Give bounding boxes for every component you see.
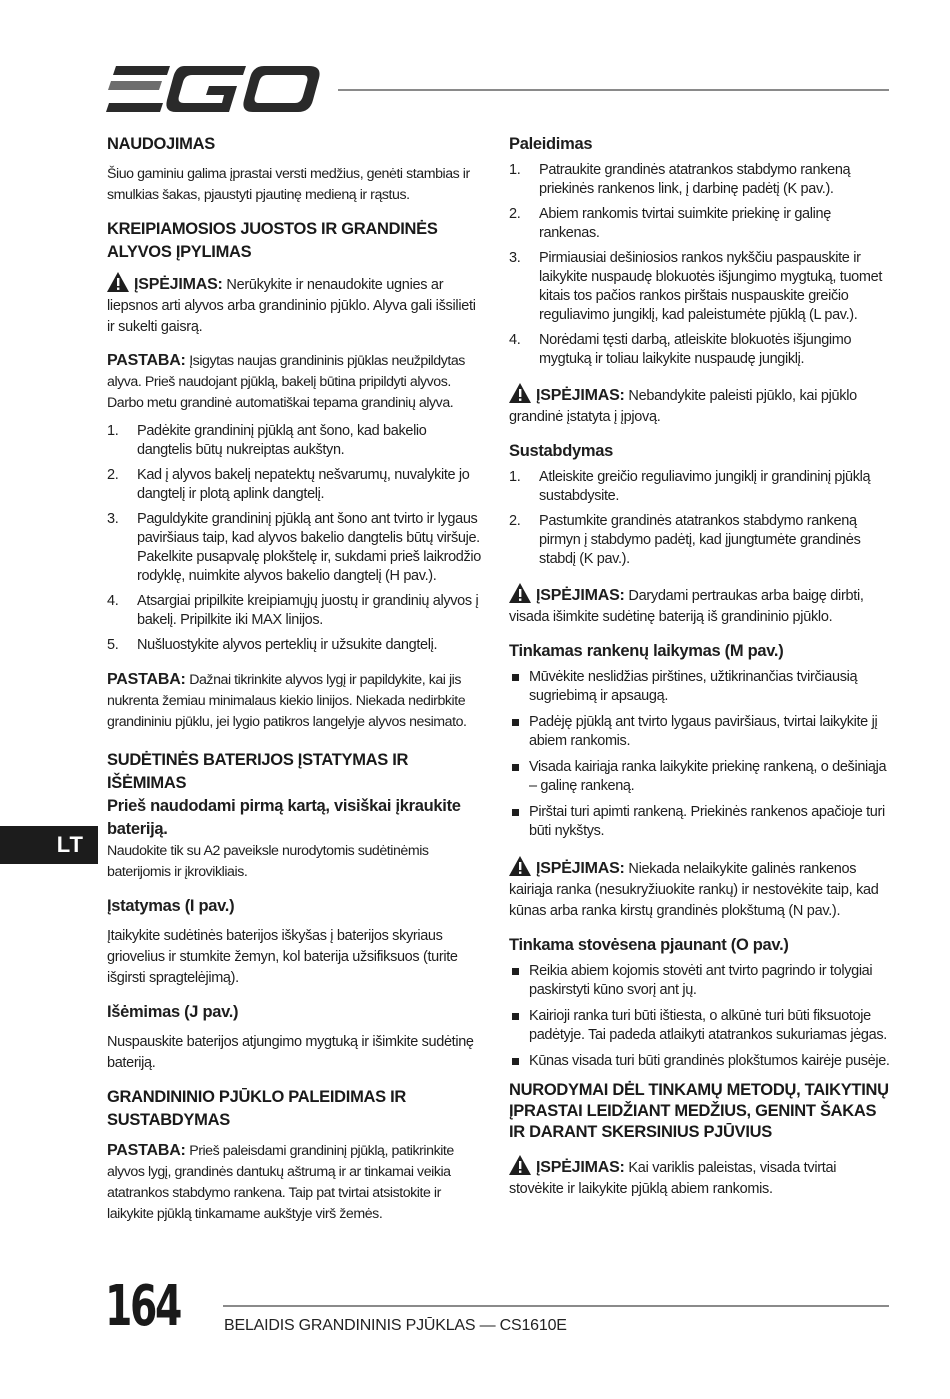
note-text: Prieš paleisdami grandininį pjūklą, patikrinkite alyvos lygį, grandinės dantukų aštrumą ir ar tinkamai veikia atatrankos stabdymo rankena. Taip pat tvirtai atsistokite ir laikykite pjūklą tinkamame aukštyje virš žemės. xyxy=(107,1143,454,1222)
note-text: Įsigytas naujas grandininis pjūklas neužpildytas alyva. Prieš naudojant pjūklą, bakelį būtina pripildyti alyvos. Darbo metu grandinė automatiškai tepama grandinių alyva. xyxy=(107,353,465,411)
note-label: PASTABA: xyxy=(107,352,186,369)
language-tab: LT xyxy=(0,826,98,864)
grip-bullets xyxy=(509,668,891,841)
left-column xyxy=(107,133,485,1225)
bullet-square-icon xyxy=(512,719,519,726)
note-label: PASTABA: xyxy=(107,1142,186,1159)
note-label: PASTABA: xyxy=(107,671,186,688)
step-number: 1. xyxy=(107,423,119,439)
step-number: 5. xyxy=(107,637,119,653)
list-item xyxy=(509,205,891,243)
list-item xyxy=(107,466,485,504)
stop-heading: Sustabdymas xyxy=(509,442,613,460)
warning-label: ĮSPĖJIMAS: xyxy=(536,387,625,404)
step-text: Pirmiausiai dešiniosios rankos nykščiu paspauskite ir laikykite nuspaudę blokuotės išjungimo mygtuką, tuomet kitais tos pačios rankos pirštais nuspauskite greičio reguliavimo jungiklį, kad paleistumėte pjūklą (L pav.). xyxy=(539,250,882,323)
start-stop-note xyxy=(107,1140,485,1225)
stop-steps xyxy=(509,468,891,569)
warning-text: Kai variklis paleistas, visada tvirtai stovėkite ir laikykite pjūklą abiem rankomis. xyxy=(509,1160,837,1197)
list-item xyxy=(107,510,485,586)
stop-warning xyxy=(509,583,891,628)
note-text: Dažnai tikrinkite alyvos lygį ir papildykite, kai jis nukrenta žemiau minimalaus kiekio linijos. Niekada nedirbkite grandininiu pjūklu, jei lygio patikros langelyje alyvos nesimato. xyxy=(107,672,467,730)
step-number: 2. xyxy=(509,513,521,529)
step-text: Padėkite grandininį pjūklą ant šono, kad bakelio dangtelis būtų nukreiptas aukštyn. xyxy=(137,423,427,458)
warning-icon xyxy=(509,383,531,403)
step-number: 3. xyxy=(107,511,119,527)
step-number: 1. xyxy=(509,162,521,178)
warning-text: Nerūkykite ir nenaudokite ugnies ar liepsnos arti alyvos arba grandininio pjūklo. Alyva gali išsilieti ir sukelti gaisrą. xyxy=(107,277,476,335)
list-item xyxy=(509,758,891,796)
step-number: 2. xyxy=(509,206,521,222)
step-text: Paguldykite grandininį pjūklą ant šono ant tvirto ir lygaus paviršiaus taip, kad alyvos bakelio dangtelis būtų viršuje. Pakelkite pusapvalę plokštelę ir, sukdami prieš laikrodžio rodyklę, nuimkite alyvos bakelio dangtelį (H pav.). xyxy=(137,511,481,584)
battery-subheading: Prieš naudodami pirmą kartą, visiškai įkraukite bateriją. xyxy=(107,797,461,838)
grip-warning xyxy=(509,856,891,922)
warning-label: ĮSPĖJIMAS: xyxy=(536,587,625,604)
warning-text: Darydami pertraukas arba baigę dirbti, visada išimkite sudėtinę bateriją iš grandininio pjūklo. xyxy=(509,588,864,625)
footer-title: BELAIDIS GRANDININIS PJŪKLAS — CS1610E xyxy=(224,1317,567,1334)
list-item xyxy=(509,962,891,1000)
list-item xyxy=(107,422,485,460)
bullet-text: Reikia abiem kojomis stovėti ant tvirto pagrindo ir tolygiai paskirstyti kūno svorį ant jų. xyxy=(529,963,873,998)
bullet-text: Padėję pjūklą ant tvirto lygaus paviršiaus, tvirtai laikykite jį abiem rankomis. xyxy=(529,714,878,749)
footer-rule xyxy=(223,1305,889,1307)
warning-icon xyxy=(509,856,531,876)
list-item xyxy=(509,468,891,506)
warning-icon xyxy=(509,583,531,603)
page-number: 164 xyxy=(105,1274,181,1339)
oil-note-2 xyxy=(107,669,485,733)
grip-heading: Tinkamas rankenų laikymas (M pav.) xyxy=(509,642,784,660)
list-item xyxy=(509,803,891,841)
bullet-text: Kūnas visada turi būti grandinės plokštumos kairėje pusėje. xyxy=(529,1053,890,1069)
warning-label: ĮSPĖJIMAS: xyxy=(536,1159,625,1176)
bullet-text: Visada kairiąja ranka laikykite priekinę rankeną, o dešiniąja – galinę rankeną. xyxy=(529,759,887,794)
warning-text: Nebandykite paleisti pjūklo, kai pjūklo grandinė įstatyta į įpjovą. xyxy=(509,388,857,425)
step-text: Norėdami tęsti darbą, atleiskite blokuotės išjungimo mygtuką ir toliau laikykite nuspaudę jungiklį. xyxy=(539,332,852,367)
bullet-square-icon xyxy=(512,764,519,771)
battery-text: Naudokite tik su A2 paveiksle nurodytomis sudėtinėmis baterijomis ir įkrovikliais. xyxy=(107,843,429,880)
oil-steps xyxy=(107,422,485,655)
bullet-square-icon xyxy=(512,1058,519,1065)
step-number: 4. xyxy=(509,332,521,348)
list-item xyxy=(107,636,485,655)
list-item xyxy=(509,713,891,751)
step-number: 3. xyxy=(509,250,521,266)
step-number: 2. xyxy=(107,467,119,483)
list-item xyxy=(509,1052,891,1071)
bullet-text: Mūvėkite neslidžias pirštines, užtikrinančias tvirčiausią sugriebimą ir apsaugą. xyxy=(529,669,858,704)
step-text: Abiem rankomis tvirtai suimkite priekinę ir galinę rankenas. xyxy=(539,206,831,241)
start-warning xyxy=(509,383,891,428)
list-item xyxy=(509,1007,891,1045)
bullet-square-icon xyxy=(512,809,519,816)
methods-warning xyxy=(509,1155,891,1200)
stance-bullets xyxy=(509,962,891,1071)
bullet-square-icon xyxy=(512,1013,519,1020)
warning-text: Niekada nelaikykite galinės rankenos kairiąja ranka (nesukryžiuokite rankų) ir nestovėkite taip, kad kūnas arba ranka kirstų grandinės plokštumą (N pav.). xyxy=(509,861,879,919)
ego-logo xyxy=(106,66,321,112)
list-item xyxy=(509,249,891,325)
warning-icon xyxy=(509,1155,531,1175)
list-item xyxy=(509,161,891,199)
step-number: 4. xyxy=(107,593,119,609)
step-number: 1. xyxy=(509,469,521,485)
step-text: Atleiskite greičio reguliavimo jungiklį ir grandininį pjūklą sustabdysite. xyxy=(539,469,871,504)
start-heading: Paleidimas xyxy=(509,135,593,153)
step-text: Nušluostykite alyvos perteklių ir užsukite dangtelį. xyxy=(137,637,438,653)
insert-text: Įtaikykite sudėtinės baterijos iškyšas į baterijos skyriaus griovelius ir stumkite žemyn, kol baterija užsifiksuos (turite išgirsti spragtelėjimą). xyxy=(107,928,458,986)
oil-note xyxy=(107,350,485,414)
warning-label: ĮSPĖJIMAS: xyxy=(536,860,625,877)
remove-text: Nuspauskite baterijos atjungimo mygtuką ir išimkite sudėtinę bateriją. xyxy=(107,1034,474,1071)
section-heading-battery: SUDĖTINĖS BATERIJOS ĮSTATYMAS IR IŠĖMIMAS xyxy=(107,751,409,792)
step-text: Kad į alyvos bakelį nepatektų nešvarumų, nuvalykite jo dangtelį ir plotą aplink dangtelį. xyxy=(137,467,470,502)
list-item xyxy=(509,668,891,706)
step-text: Patraukite grandinės atatrankos stabdymo rankeną priekinės rankenos link, į darbinę padėtį (K pav.). xyxy=(539,162,851,197)
step-text: Pastumkite grandinės atatrankos stabdymo rankeną pirmyn į stabdymo padėtį, kad įjungtumėte grandinės stabdį (K pav.). xyxy=(539,513,861,567)
bullet-text: Pirštai turi apimti rankeną. Priekinės rankenos apačioje turi būti nykštys. xyxy=(529,804,885,839)
step-text: Atsargiai pripilkite kreipiamųjų juostų ir grandinių alyvos į bakelį. Pripilkite iki MAX linijos. xyxy=(137,593,479,628)
oil-warning xyxy=(107,272,485,338)
section-heading-start-stop: GRANDININIO PJŪKLO PALEIDIMAS IR SUSTABDYMAS xyxy=(107,1088,407,1129)
bullet-square-icon xyxy=(512,968,519,975)
naudojimas-text: Šiuo gaminiu galima įprastai versti medžius, genėti stambias ir smulkias šakas, pjaustyti pjautinę medieną ir rąstus. xyxy=(107,166,470,203)
section-heading-methods: NURODYMAI DĖL TINKAMŲ METODŲ, TAIKYTINŲ ĮPRASTAI LEIDŽIANT MEDŽIUS, GENINT ŠAKAS IR DARANT SKERSINIUS PJŪVIUS xyxy=(509,1081,889,1141)
remove-heading: Išėmimas (J pav.) xyxy=(107,1003,239,1021)
stance-heading: Tinkama stovėsena pjaunant (O pav.) xyxy=(509,936,789,954)
header-rule xyxy=(338,89,889,91)
warning-label: ĮSPĖJIMAS: xyxy=(134,276,223,293)
bullet-square-icon xyxy=(512,674,519,681)
start-steps xyxy=(509,161,891,369)
right-column xyxy=(509,133,891,1200)
warning-icon xyxy=(107,272,129,292)
section-heading-oil: KREIPIAMOSIOS JUOSTOS IR GRANDINĖS ALYVOS ĮPYLIMAS xyxy=(107,220,438,261)
list-item xyxy=(509,512,891,569)
list-item xyxy=(107,592,485,630)
section-heading-naudojimas: NAUDOJIMAS xyxy=(107,135,215,153)
insert-heading: Įstatymas (I pav.) xyxy=(107,897,235,915)
list-item xyxy=(509,331,891,369)
bullet-text: Kairioji ranka turi būti ištiesta, o alkūnė turi būti fiksuotoje padėtyje. Tai padeda atlaikyti atatrankos sukuriamas jėgas. xyxy=(529,1008,887,1043)
